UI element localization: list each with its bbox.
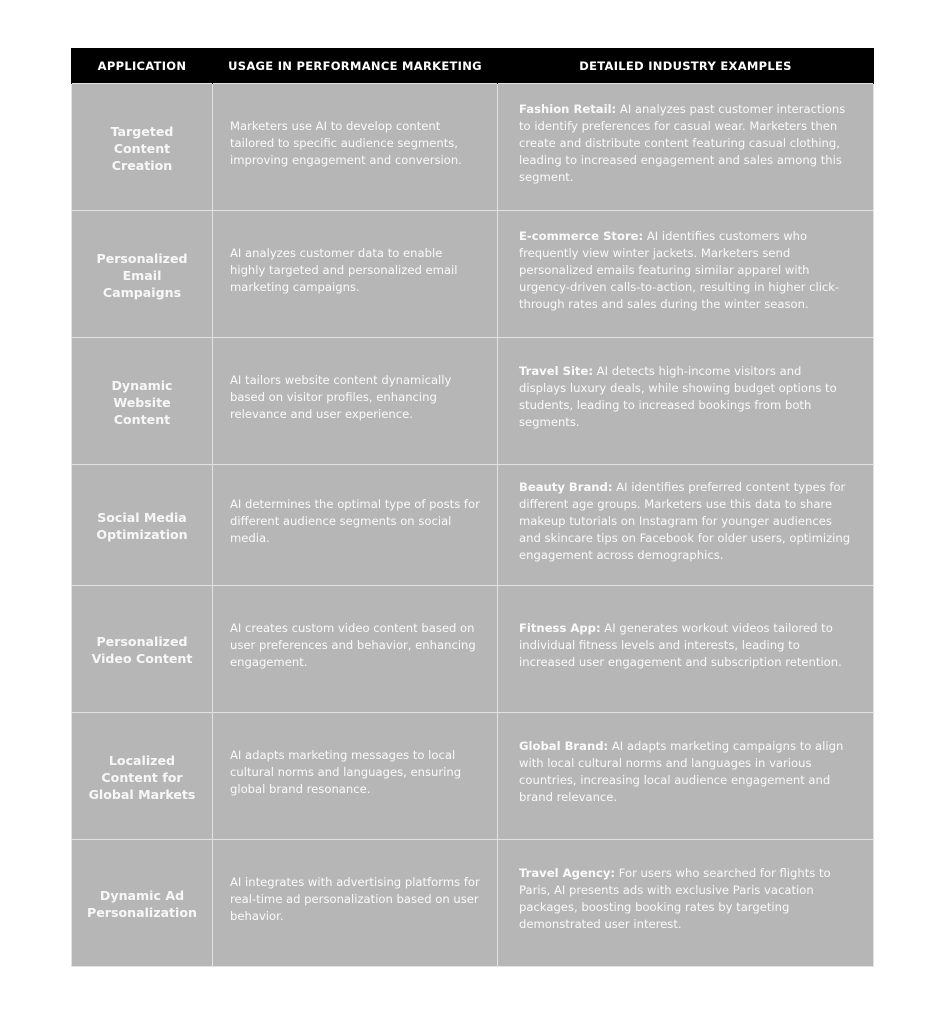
- example-lead: Fashion Retail:: [519, 101, 617, 116]
- application-cell: [72, 840, 213, 967]
- usage-text: AI integrates with advertising platforms for real-time ad personalization based on user behavior.: [230, 874, 480, 923]
- application-name: Targeted Content Creation: [110, 123, 174, 173]
- usage-text: AI adapts marketing messages to local cultural norms and languages, ensuring global brand resonance.: [230, 747, 462, 796]
- example-cell: [498, 465, 874, 586]
- example-text: AI detects high-income visitors and displays luxury deals, while showing budget options to students, leading to increased bookings from both segments.: [519, 364, 837, 429]
- usage-text: AI tailors website content dynamically based on visitor profiles, enhancing relevance and user experience.: [230, 372, 452, 421]
- example-text: AI generates workout videos tailored to individual fitness levels and interests, leading to increased user engagement and subscription retention.: [519, 620, 842, 669]
- usage-cell: [213, 713, 498, 840]
- example-content: [519, 101, 851, 186]
- example-text: AI analyzes past customer interactions to identify preferences for casual wear. Marketers then create and distribute content featuring casual clothing, leading to increased engagement and sales among this segment.: [519, 101, 846, 184]
- table-row: [72, 465, 874, 586]
- example-cell: [498, 586, 874, 713]
- usage-cell: [213, 586, 498, 713]
- header-application: APPLICATION: [72, 48, 213, 84]
- usage-cell: [213, 211, 498, 338]
- usage-text: Marketers use AI to develop content tailored to specific audience segments, improving engagement and conversion.: [230, 118, 462, 167]
- usage-cell: [213, 84, 498, 211]
- table-row: [72, 840, 874, 967]
- marketing-ai-table: [71, 48, 874, 967]
- usage-cell: [213, 840, 498, 967]
- application-cell: [72, 713, 213, 840]
- example-lead: Travel Agency:: [519, 866, 616, 880]
- example-lead: Beauty Brand:: [519, 479, 613, 494]
- application-name: Dynamic Website Content: [111, 377, 173, 427]
- application-name: Dynamic Ad Personalization: [86, 888, 197, 920]
- header-examples: DETAILED INDUSTRY EXAMPLES: [498, 48, 874, 84]
- table-row: [72, 586, 874, 713]
- marketing-ai-table-container: [71, 48, 873, 967]
- usage-cell: [213, 338, 498, 465]
- example-lead: Travel Site:: [519, 364, 593, 378]
- example-content: [519, 620, 851, 671]
- example-text: AI identifies preferred content types for different age groups. Marketers use this data to share makeup tutorials on Instagram for younger audiences and skincare tips on Facebook for older users, optimizing engagement across demographics.: [519, 479, 851, 562]
- header-usage: USAGE IN PERFORMANCE MARKETING: [213, 48, 498, 84]
- application-cell: [72, 211, 213, 338]
- application-name: Personalized Video Content: [91, 634, 193, 666]
- example-content: [519, 865, 851, 933]
- example-content: [519, 738, 851, 806]
- application-cell: [72, 338, 213, 465]
- example-cell: [498, 84, 874, 211]
- table-body: [72, 84, 874, 967]
- header-row: [72, 48, 874, 84]
- application-cell: [72, 586, 213, 713]
- application-cell: [72, 84, 213, 211]
- usage-text: AI analyzes customer data to enable highly targeted and personalized email marketing campaigns.: [230, 245, 458, 294]
- example-cell: [498, 211, 874, 338]
- table-header: [72, 48, 874, 84]
- application-name: Localized Content for Global Markets: [88, 752, 196, 802]
- table-row: [72, 84, 874, 211]
- example-content: [519, 479, 851, 564]
- example-content: [519, 228, 851, 313]
- application-name: Personalized Email Campaigns: [96, 250, 188, 300]
- application-cell: [72, 465, 213, 586]
- application-name: Social Media Optimization: [96, 510, 188, 542]
- usage-cell: [213, 465, 498, 586]
- example-cell: [498, 338, 874, 465]
- table-row: [72, 211, 874, 338]
- table-row: [72, 338, 874, 465]
- example-content: [519, 363, 851, 431]
- example-cell: [498, 840, 874, 967]
- example-text: For users who searched for flights to Paris, AI presents ads with exclusive Paris vacation packages, boosting booking rates by targeting demonstrated user interest.: [519, 866, 831, 931]
- usage-text: AI determines the optimal type of posts for different audience segments on social media.: [230, 496, 480, 545]
- table-row: [72, 713, 874, 840]
- example-text: AI adapts marketing campaigns to align with local cultural norms and languages in various countries, increasing local audience engagement and brand relevance.: [519, 739, 844, 804]
- usage-text: AI creates custom video content based on user preferences and behavior, enhancing engagement.: [230, 620, 476, 669]
- example-lead: Global Brand:: [519, 739, 609, 753]
- example-text: AI identifies customers who frequently view winter jackets. Marketers send personalized emails featuring similar apparel with urgency-driven calls-to-action, resulting in higher click-through rates and sales during the winter season.: [519, 228, 840, 311]
- example-lead: Fitness App:: [519, 620, 601, 635]
- example-cell: [498, 713, 874, 840]
- example-lead: E-commerce Store:: [519, 228, 644, 243]
